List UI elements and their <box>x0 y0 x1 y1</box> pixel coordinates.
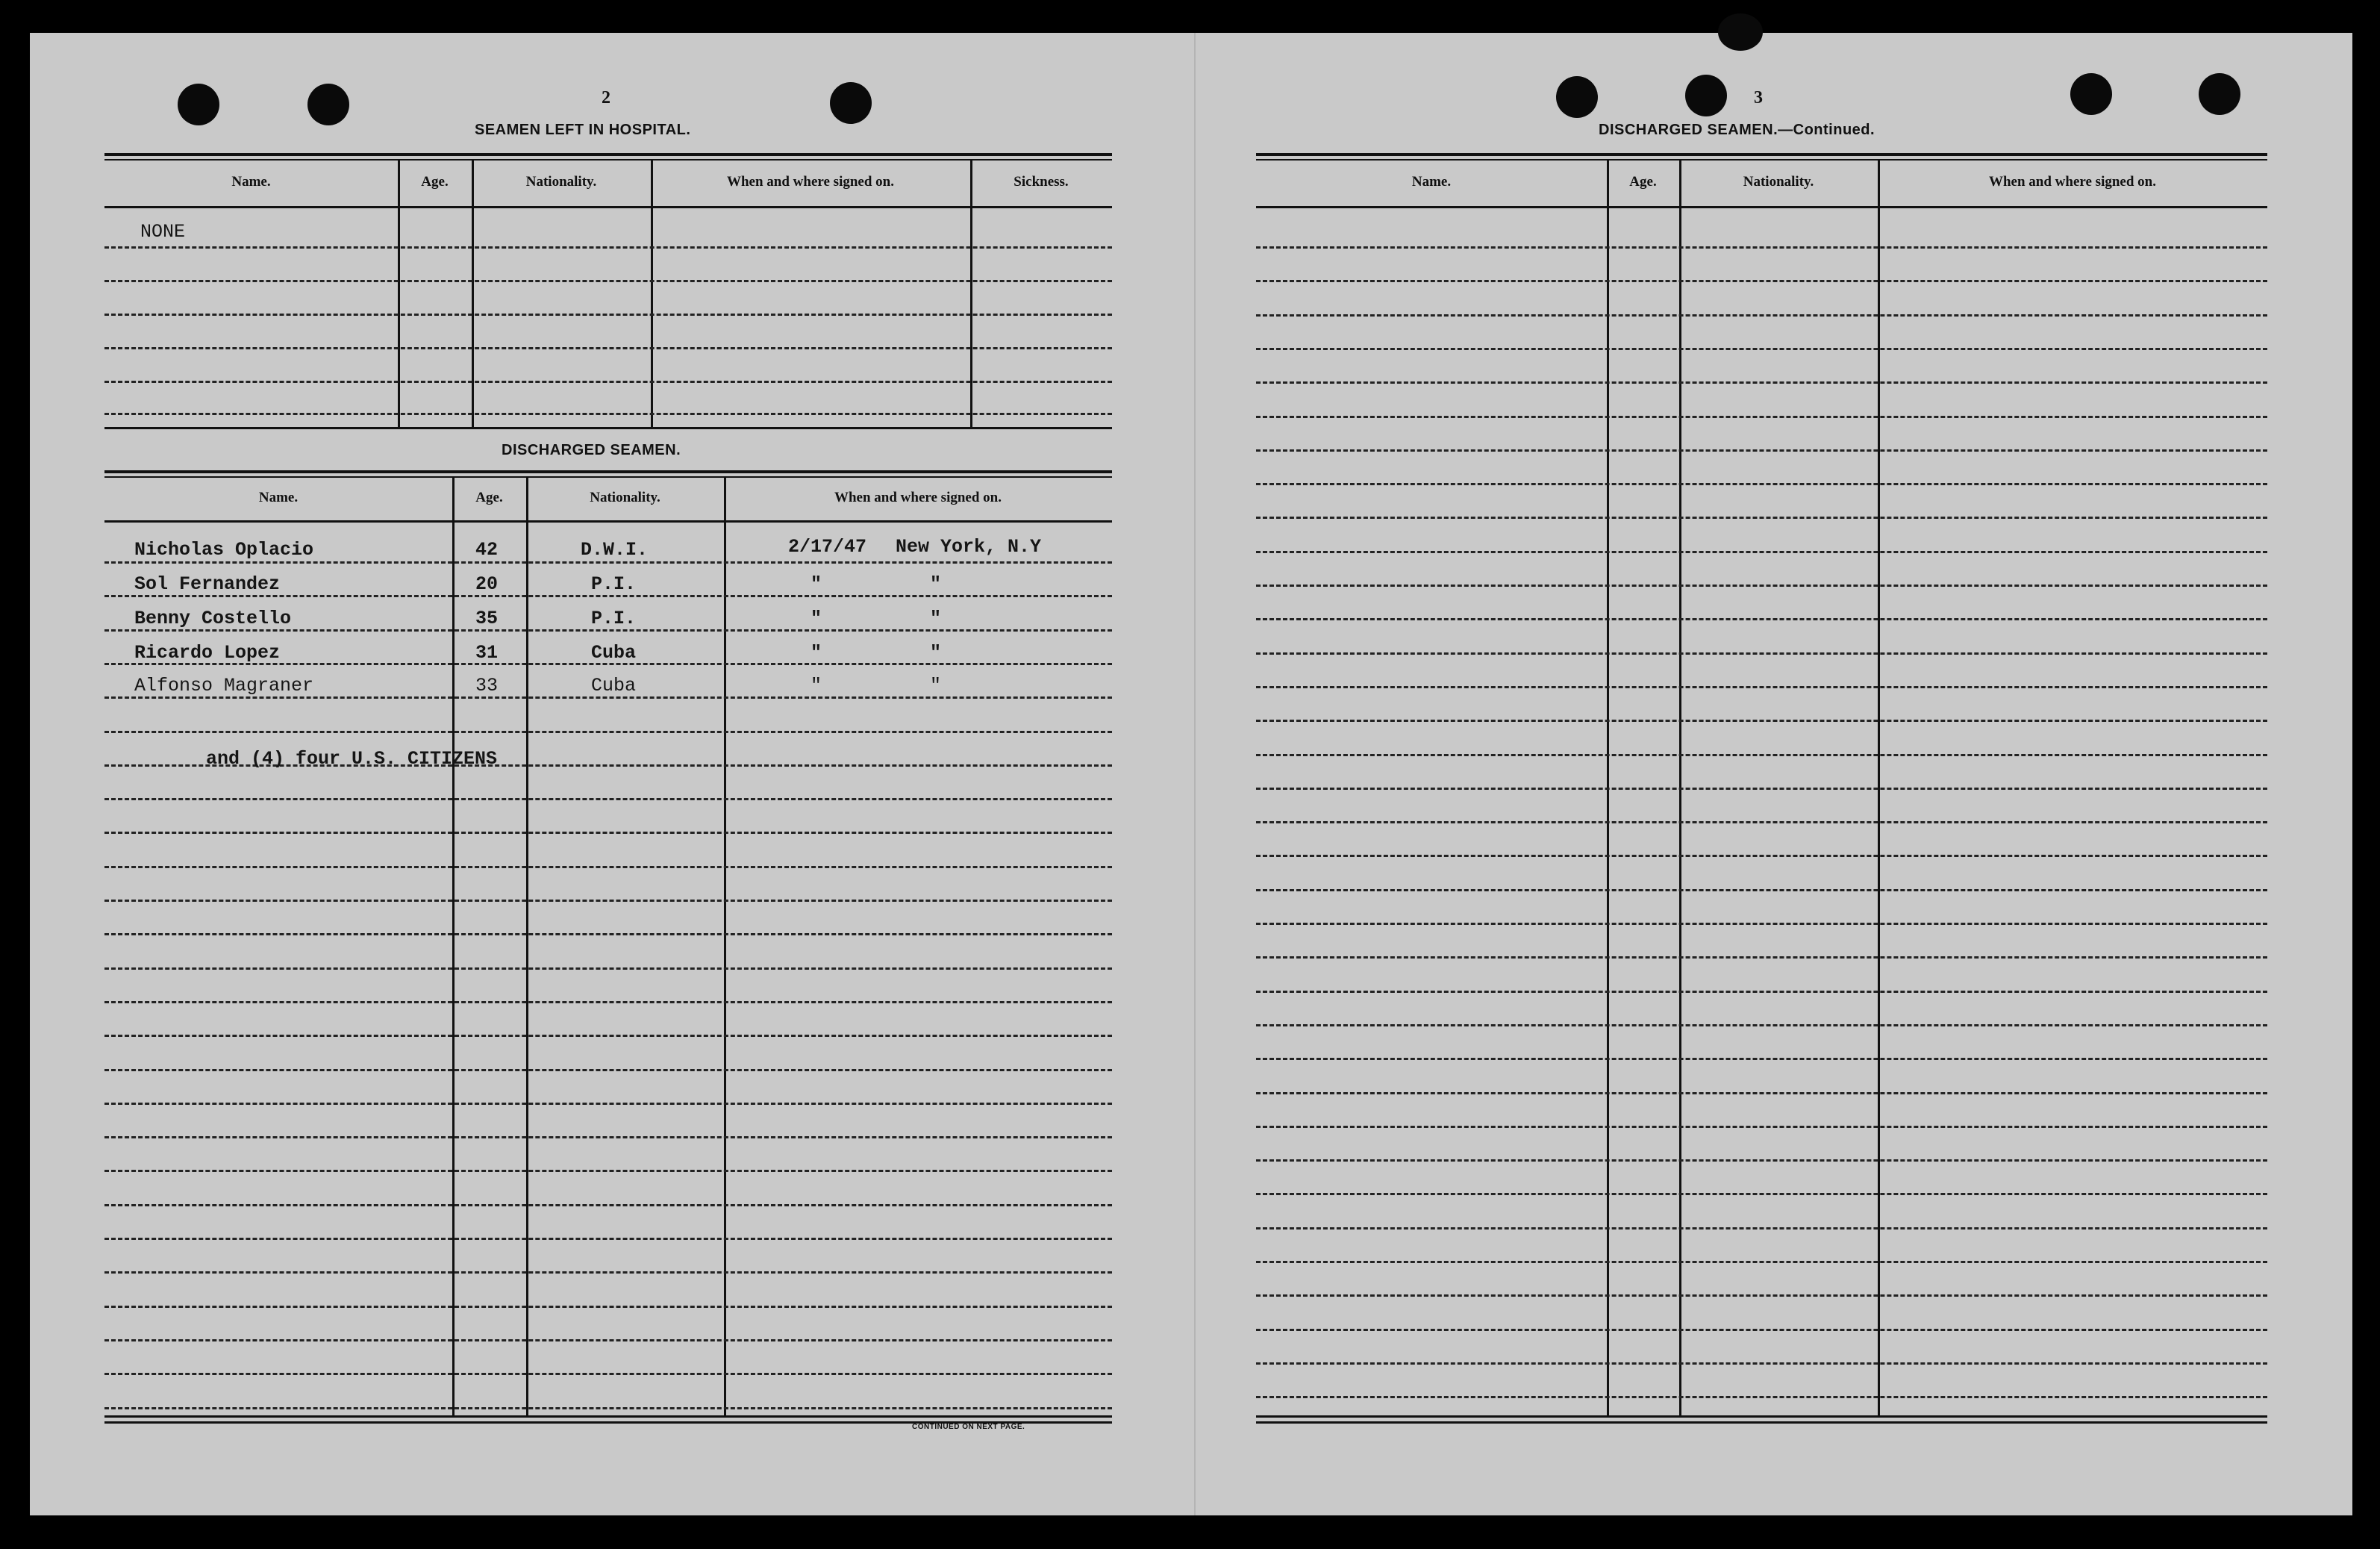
ruled-line <box>104 731 1112 733</box>
ruled-line <box>104 696 1112 699</box>
ruled-line <box>104 347 1112 349</box>
ruled-line <box>104 629 1112 632</box>
discharged-table-top-rule <box>104 470 1112 473</box>
center-fold <box>1194 33 1196 1515</box>
discharged-col-divider <box>724 476 726 1415</box>
right-table-top-rule <box>1256 153 2267 156</box>
hospital-header-age: Age. <box>421 174 449 190</box>
right-header-age: Age. <box>1629 174 1657 190</box>
ruled-line <box>1256 1159 2267 1162</box>
signed-on-date: " <box>810 642 822 664</box>
signed-on-place: " <box>930 675 942 696</box>
punch-hole <box>2070 73 2112 115</box>
ruled-line <box>1256 246 2267 249</box>
punch-hole <box>1718 13 1763 51</box>
seaman-name: Nicholas Oplacio <box>134 539 314 561</box>
right-section-title: DISCHARGED SEAMEN.—Continued. <box>1599 122 1875 138</box>
ruled-line <box>104 832 1112 834</box>
signed-on-date: " <box>810 608 822 629</box>
hospital-entry: NONE <box>140 221 186 243</box>
hospital-section-title: SEAMEN LEFT IN HOSPITAL. <box>475 122 691 138</box>
ruled-line <box>1256 280 2267 282</box>
punch-hole <box>1556 76 1598 118</box>
ruled-line <box>104 1306 1112 1308</box>
punch-hole <box>307 84 349 125</box>
ruled-line <box>1256 923 2267 925</box>
ruled-line <box>1256 956 2267 959</box>
ruled-line <box>104 900 1112 902</box>
ruled-line <box>1256 1024 2267 1026</box>
ruled-line <box>1256 1227 2267 1229</box>
right-table-bottom-rule <box>1256 1415 2267 1418</box>
ruled-line <box>1256 1294 2267 1297</box>
discharged-col-divider <box>526 476 528 1415</box>
ruled-line <box>104 1001 1112 1003</box>
ruled-line <box>104 866 1112 868</box>
signed-on-place: " <box>930 573 942 595</box>
seaman-nationality: P.I. <box>591 573 637 595</box>
page-number-left: 2 <box>602 88 610 107</box>
ruled-line <box>104 1271 1112 1274</box>
punch-hole <box>830 82 872 124</box>
discharged-header-when-where: When and where signed on. <box>834 490 1002 505</box>
seaman-nationality: P.I. <box>591 608 637 629</box>
ruled-line <box>1256 652 2267 655</box>
punch-hole <box>1685 75 1727 116</box>
ruled-line <box>1256 1261 2267 1263</box>
discharged-header-age: Age. <box>475 490 503 505</box>
ruled-line <box>1256 1396 2267 1398</box>
ruled-line <box>1256 889 2267 891</box>
seaman-age: 20 <box>475 573 499 595</box>
right-table-bottom-rule-2 <box>1256 1421 2267 1424</box>
hospital-header-when-where: When and where signed on. <box>726 174 894 190</box>
ruled-line <box>1256 483 2267 485</box>
punch-hole <box>2199 73 2240 115</box>
ruled-line <box>104 280 1112 282</box>
ruled-line <box>104 1069 1112 1071</box>
ruled-line <box>104 1035 1112 1037</box>
ruled-line <box>104 1136 1112 1138</box>
seaman-age: 33 <box>475 675 499 696</box>
seaman-nationality: Cuba <box>591 642 637 664</box>
ruled-line <box>1256 1058 2267 1060</box>
right-header-when-where: When and where signed on. <box>1988 174 2156 190</box>
seaman-name: Benny Costello <box>134 608 292 629</box>
signed-on-place: " <box>930 642 942 664</box>
hospital-col-divider <box>970 159 972 429</box>
page-number-right: 3 <box>1754 88 1763 107</box>
punch-hole <box>178 84 219 125</box>
hospital-table-bottom-rule <box>104 427 1112 429</box>
ruled-line <box>1256 855 2267 857</box>
seaman-name: Alfonso Magraner <box>134 675 314 696</box>
discharged-table-top-rule-2 <box>104 476 1112 478</box>
ruled-line <box>1256 991 2267 993</box>
ruled-line <box>1256 686 2267 688</box>
ruled-line <box>1256 1362 2267 1365</box>
ruled-line <box>1256 618 2267 620</box>
ruled-line <box>104 967 1112 970</box>
discharged-table-bottom-rule <box>104 1415 1112 1418</box>
ruled-line <box>1256 585 2267 587</box>
seaman-nationality: Cuba <box>591 675 637 696</box>
ruled-line <box>104 933 1112 935</box>
discharged-header-nationality: Nationality. <box>590 490 660 505</box>
hospital-header-rule <box>104 206 1112 208</box>
ruled-line <box>104 1373 1112 1375</box>
right-header-name: Name. <box>1411 174 1452 190</box>
ruled-line <box>104 798 1112 800</box>
ruled-line <box>104 561 1112 564</box>
ruled-line <box>104 314 1112 316</box>
hospital-col-divider <box>651 159 653 429</box>
signed-on-place: New York, N.Y <box>896 536 1042 558</box>
ruled-line <box>1256 788 2267 790</box>
ruled-line <box>1256 821 2267 823</box>
hospital-table-top-rule-2 <box>104 159 1112 160</box>
ruled-line <box>1256 1329 2267 1331</box>
ruled-line <box>1256 348 2267 350</box>
ruled-line <box>104 595 1112 597</box>
citizens-note: and (4) four U.S. CITIZENS <box>206 748 498 770</box>
ruled-line <box>104 1238 1112 1240</box>
seaman-age: 35 <box>475 608 499 629</box>
discharged-section-title: DISCHARGED SEAMEN. <box>502 442 681 458</box>
ruled-line <box>1256 754 2267 756</box>
seaman-nationality: D.W.I. <box>581 539 649 561</box>
ruled-line <box>104 1204 1112 1206</box>
ruled-line <box>104 1103 1112 1105</box>
seaman-name: Sol Fernandez <box>134 573 281 595</box>
document-sheet <box>30 33 2352 1515</box>
discharged-header-rule <box>104 520 1112 523</box>
seaman-age: 31 <box>475 642 499 664</box>
right-header-nationality: Nationality. <box>1743 174 1814 190</box>
hospital-header-sickness: Sickness. <box>1013 174 1069 190</box>
discharged-col-divider <box>452 476 455 1415</box>
ruled-line <box>1256 551 2267 553</box>
ruled-line <box>1256 1126 2267 1128</box>
ruled-line <box>1256 416 2267 418</box>
ruled-line <box>1256 720 2267 722</box>
hospital-table-top-rule <box>104 153 1112 156</box>
hospital-col-divider <box>472 159 474 429</box>
ruled-line <box>1256 314 2267 317</box>
ruled-line <box>1256 517 2267 519</box>
signed-on-date: " <box>810 675 822 696</box>
seaman-name: Ricardo Lopez <box>134 642 281 664</box>
signed-on-date: " <box>810 573 822 595</box>
ruled-line <box>1256 381 2267 384</box>
hospital-header-name: Name. <box>231 174 271 190</box>
ruled-line <box>104 1339 1112 1341</box>
seaman-age: 42 <box>475 539 499 561</box>
signed-on-place: " <box>930 608 942 629</box>
ruled-line <box>1256 1092 2267 1094</box>
continued-footer: CONTINUED ON NEXT PAGE. <box>912 1423 1025 1431</box>
ruled-line <box>104 246 1112 249</box>
ruled-line <box>1256 1193 2267 1195</box>
ruled-line <box>1256 449 2267 452</box>
ruled-line <box>104 381 1112 383</box>
signed-on-date: 2/17/47 <box>788 536 867 558</box>
hospital-header-nationality: Nationality. <box>525 174 597 190</box>
ruled-line <box>104 1407 1112 1409</box>
ruled-line <box>104 1170 1112 1172</box>
right-table-top-rule-2 <box>1256 159 2267 160</box>
right-header-rule <box>1256 206 2267 208</box>
discharged-header-name: Name. <box>258 490 299 505</box>
hospital-col-divider <box>398 159 400 429</box>
ruled-line <box>104 413 1112 415</box>
